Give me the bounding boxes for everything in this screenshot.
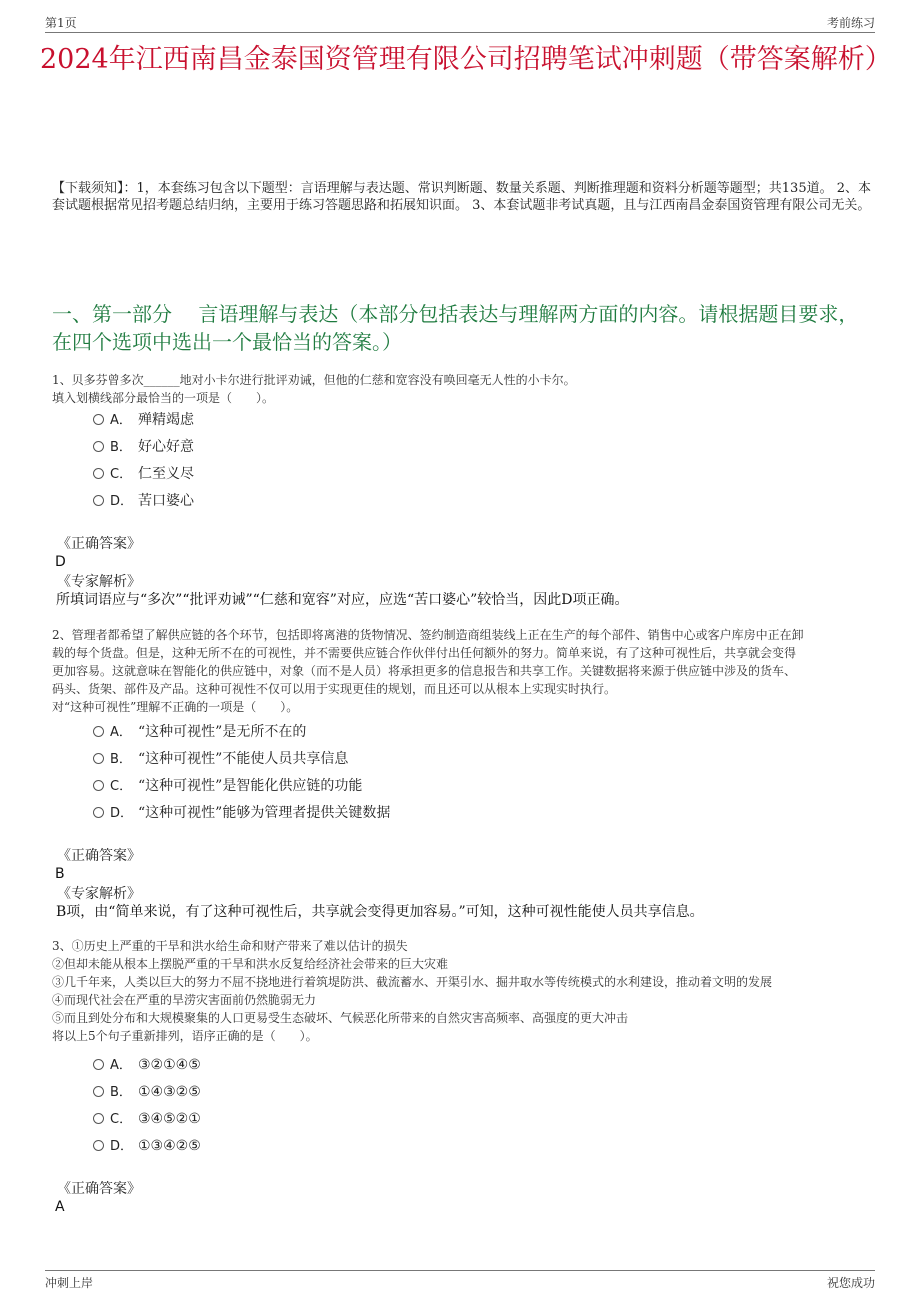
option-key: D． <box>110 494 134 509</box>
question-2-option-a[interactable] <box>93 723 306 742</box>
question-line: 更加容易。这就意味在智能化的供应链中，对象（而不是人员）将承担更多的信息报告和共享工作。关键数据将来源于供应链中涉及的货车、 <box>52 664 797 678</box>
correct-answer-label: 《正确答案》 <box>57 1181 141 1197</box>
footer-left-text: 冲刺上岸 <box>45 1276 94 1290</box>
correct-answer-label: 《正确答案》 <box>57 848 141 864</box>
option-text: ①③④②⑤ <box>138 1138 201 1154</box>
question-1-option-c[interactable] <box>93 465 194 484</box>
option-key: A． <box>110 725 132 740</box>
option-text: 殚精竭虑 <box>138 412 194 428</box>
question-1-stem <box>52 371 867 407</box>
option-text: “这种可视性”是无所不在的 <box>138 724 307 740</box>
document-title: 2024年江西南昌金泰国资管理有限公司招聘笔试冲刺题（带答案解析） <box>40 44 892 75</box>
expert-analysis-label: 《专家解析》 <box>57 574 141 590</box>
question-line: ④而现代社会在严重的旱涝灾害面前仍然脆弱无力 <box>52 993 317 1007</box>
correct-answer-value: D <box>55 554 66 570</box>
question-2-option-c[interactable] <box>93 777 362 796</box>
page-header <box>45 12 875 33</box>
question-3-option-a[interactable] <box>93 1056 201 1075</box>
option-key: C． <box>110 467 133 482</box>
question-line: 2、管理者都希望了解供应链的各个环节，包括即将离港的货物情况、签约制造商组装线上正在生产的每个部件、销售中心或客户库房中正在卸 <box>52 628 804 642</box>
correct-answer-value: A <box>55 1199 65 1215</box>
question-line: ②但却未能从根本上摆脱严重的干旱和洪水反复给经济社会带来的巨大灾难 <box>52 957 449 971</box>
question-line: 1、贝多芬曾多次______地对小卡尔进行批评劝诫，但他的仁慈和宽容没有唤回毫无人性的小卡尔。 <box>52 373 576 387</box>
radio-icon[interactable] <box>93 780 104 791</box>
correct-answer-value: B <box>55 866 65 882</box>
question-line: 载的每个货盘。但是，这种无所不在的可视性，并不需要供应链合作伙伴付出任何额外的努力。简单来说，有了这种可视性后，共享就会变得 <box>52 646 797 660</box>
option-text: 仁至义尽 <box>138 466 194 482</box>
option-key: B． <box>110 752 132 767</box>
radio-icon[interactable] <box>93 1113 104 1124</box>
question-line: 将以上5个句子重新排列，语序正确的是（ ）。 <box>52 1029 318 1043</box>
expert-analysis-text: 所填词语应与“多次”“批评劝诫”“仁慈和宽容”对应，应选“苦口婆心”较恰当，因此D项正确。 <box>56 592 629 608</box>
radio-icon[interactable] <box>93 1086 104 1097</box>
option-text: “这种可视性”是智能化供应链的功能 <box>138 778 363 794</box>
expert-analysis-label: 《专家解析》 <box>57 886 141 902</box>
correct-answer-label: 《正确答案》 <box>57 536 141 552</box>
option-key: B． <box>110 440 132 455</box>
option-text: “这种可视性”不能使人员共享信息 <box>138 751 349 767</box>
question-2-option-b[interactable] <box>93 750 348 769</box>
question-1-option-a[interactable] <box>93 411 194 430</box>
question-1-option-b[interactable] <box>93 438 194 457</box>
option-text: “这种可视性”能够为管理者提供关键数据 <box>138 805 391 821</box>
option-text: ①④③②⑤ <box>138 1084 201 1100</box>
option-key: A． <box>110 413 132 428</box>
radio-icon[interactable] <box>93 1059 104 1070</box>
question-line: ⑤而且到处分布和大规模聚集的人口更易受生态破坏、气候恶化所带来的自然灾害高频率、高强度的更大冲击 <box>52 1011 629 1025</box>
question-1-option-d[interactable] <box>93 492 194 511</box>
question-line: 填入划横线部分最恰当的一项是（ ）。 <box>52 391 275 405</box>
option-text: 苦口婆心 <box>138 493 194 509</box>
section-heading: 一、第一部分 言语理解与表达（本部分包括表达与理解两方面的内容。请根据题目要求，在四个选项中选出一个最恰当的答案。） <box>52 302 859 354</box>
radio-icon[interactable] <box>93 468 104 479</box>
option-text: ③④⑤②① <box>138 1111 201 1127</box>
question-line: 对“这种可视性”理解不正确的一项是（ ）。 <box>52 700 299 714</box>
radio-icon[interactable] <box>93 753 104 764</box>
question-3-option-d[interactable] <box>93 1137 201 1156</box>
question-line: 码头、货架、部件及产品。这种可视性不仅可以用于实现更佳的规划，而且还可以从根本上实现实时执行。 <box>52 682 617 696</box>
question-line: 3、①历史上严重的干旱和洪水给生命和财产带来了难以估计的损失 <box>52 939 408 953</box>
page-footer <box>45 1270 875 1293</box>
radio-icon[interactable] <box>93 441 104 452</box>
question-3-stem <box>52 937 867 1045</box>
expert-analysis-text: B项，由“简单来说，有了这种可视性后，共享就会变得更加容易。”可知，这种可视性能使人员共享信息。 <box>56 904 704 920</box>
option-key: B． <box>110 1085 132 1100</box>
radio-icon[interactable] <box>93 414 104 425</box>
radio-icon[interactable] <box>93 807 104 818</box>
radio-icon[interactable] <box>93 726 104 737</box>
option-key: C． <box>110 1112 133 1127</box>
download-notice: 【下载须知】：1，本套练习包含以下题型：言语理解与表达题、常识判断题、数量关系题、判断推理题和资料分析题等题型；共135道。 2、本套试题根据常见招考题总结归纳，主要用于练习答题思路和拓展知识面。 3、本套试题非考试真题，且与江西南昌金泰国资管理有限公司无关。 <box>52 181 871 213</box>
question-3-option-b[interactable] <box>93 1083 201 1102</box>
radio-icon[interactable] <box>93 495 104 506</box>
question-line: ③几千年来，人类以巨大的努力不屈不挠地进行着筑堤防洪、截流蓄水、开渠引水、掘井取水等传统模式的水利建设，推动着文明的发展 <box>52 975 773 989</box>
option-key: D． <box>110 806 134 821</box>
header-label: 考前练习 <box>826 16 875 30</box>
option-key: D． <box>110 1139 134 1154</box>
option-text: 好心好意 <box>138 439 194 455</box>
footer-right-text: 祝您成功 <box>826 1276 875 1290</box>
question-2-stem <box>52 626 867 716</box>
option-text: ③②①④⑤ <box>138 1057 201 1073</box>
radio-icon[interactable] <box>93 1140 104 1151</box>
option-key: C． <box>110 779 133 794</box>
option-key: A． <box>110 1058 132 1073</box>
question-2-option-d[interactable] <box>93 804 390 823</box>
question-3-option-c[interactable] <box>93 1110 201 1129</box>
page-number: 第1页 <box>45 16 77 30</box>
